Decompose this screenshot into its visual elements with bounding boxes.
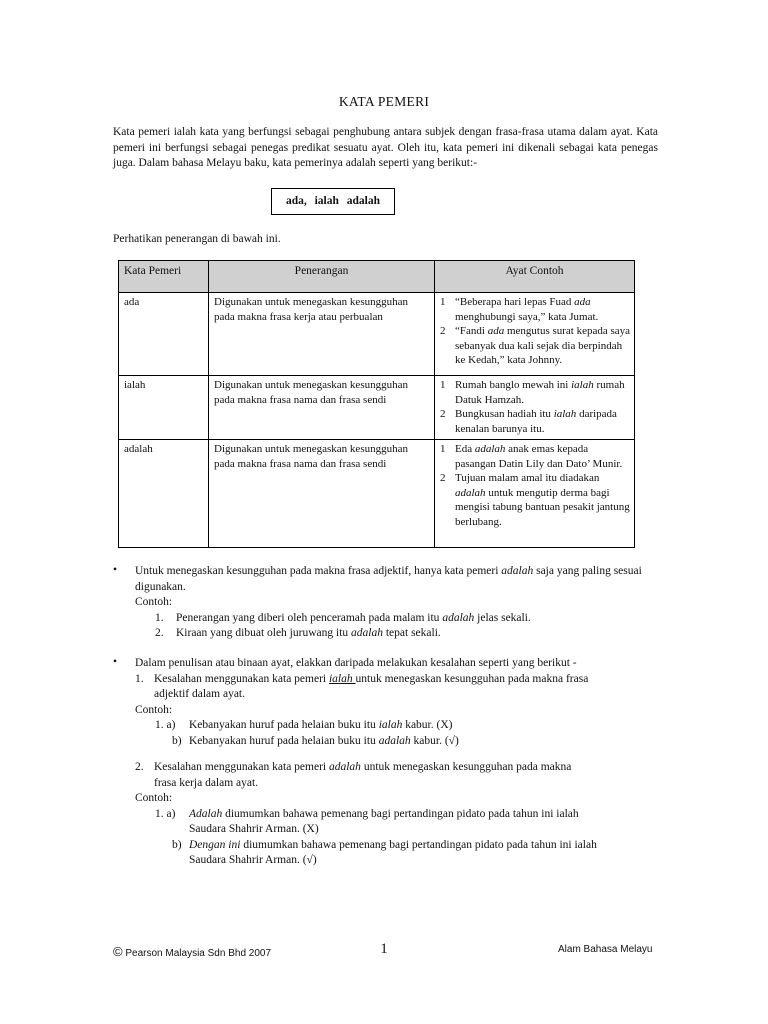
example-item: 1. a) Adalah diumumkan bahawa pemenang bagi pertandingan pidato pada tahun ini ialah Saudara Shahrir Arman. (X) — [155, 807, 579, 835]
bullet-text: Dalam penulisan atau binaan ayat, elakkan daripada melakukan kesalahan seperti yang berikut - — [135, 657, 577, 669]
table-row — [119, 293, 635, 376]
page-title: KATA PEMERI — [338, 94, 430, 109]
example-item: 1 “Beberapa hari lepas Fuad ada menghubungi saya,” kata Jumat. — [440, 296, 599, 323]
keywords-box: ada, ialah adalah — [271, 188, 395, 215]
bullet-icon: • — [113, 656, 118, 668]
header-penerangan: Penerangan — [209, 261, 435, 293]
header-ayat-contoh: Ayat Contoh — [435, 261, 635, 293]
error-section-adalah — [135, 760, 655, 869]
table-cell-word: ialah — [119, 376, 209, 440]
page-number: 1 — [380, 941, 388, 957]
example-item: 1 Rumah banglo mewah ini ialah rumah Datuk Hamzah. — [440, 379, 625, 406]
bullet-text: Untuk menegaskan kesungguhan pada makna frasa adjektif, hanya kata pemeri adalah saja yang paling sesuai digunakan. — [135, 565, 642, 593]
table-note: Perhatikan penerangan di bawah ini. — [113, 233, 281, 245]
table-cell-examples — [435, 293, 635, 376]
contoh-label: Contoh: — [135, 792, 173, 804]
contoh-label: Contoh: — [135, 596, 173, 608]
table-row — [119, 376, 635, 440]
error-item: 2. Kesalahan menggunakan kata pemeri adalah untuk menegaskan kesungguhan pada makna frasa kerja dalam ayat. — [135, 761, 572, 789]
footer-title: Alam Bahasa Melayu — [558, 944, 653, 955]
table-header-row — [119, 261, 635, 293]
footer-copyright-text: Pearson Malaysia Sdn Bhd 2007 — [125, 948, 272, 959]
error-item: 1. Kesalahan menggunakan kata pemeri ialah untuk menegaskan kesungguhan pada makna frasa adjektif dalam ayat. — [135, 672, 589, 700]
list-item: 2. Kiraan yang dibuat oleh juruwang itu adalah tepat sekali. — [155, 627, 441, 639]
example-item: 1. a) Kebanyakan huruf pada helaian buku itu ialah kabur. (X) — [155, 719, 453, 731]
table-cell-word: ada — [119, 293, 209, 376]
table-cell-desc: Digunakan untuk menegaskan kesungguhan pada makna frasa nama dan frasa sendi — [209, 376, 435, 440]
list-item: 1. Penerangan yang diberi oleh penceramah pada malam itu adalah jelas sekali. — [155, 611, 531, 624]
example-item: 2 Bungkusan hadiah itu ialah daripada kenalan barunya itu. — [440, 408, 617, 435]
contoh-label: Contoh: — [135, 703, 173, 716]
bullet-section-kesalahan — [135, 656, 655, 749]
kata-pemeri-table — [118, 260, 635, 548]
copyright-icon: © — [113, 944, 123, 959]
example-item: 1 Eda adalah anak emas kepada pasangan Datin Lily dan Dato’ Munir. — [440, 443, 623, 470]
bullet-section-adjektif — [135, 564, 655, 642]
table-cell-desc: Digunakan untuk menegaskan kesungguhan pada makna frasa kerja atau perbualan — [209, 293, 435, 376]
table-cell-word: adalah — [119, 440, 209, 548]
example-item: b) Kebanyakan huruf pada helaian buku itu adalah kabur. (√) — [172, 734, 459, 747]
intro-paragraph: Kata pemeri ialah kata yang berfungsi sebagai penghubung antara subjek dengan frasa-frasa utama dalam ayat. Kata pemeri ini berfungsi sebagai penegas predikat sesuatu ayat. Oleh itu, kata pemeri ini dikenali sebagai kata penegas juga. Dalam bahasa Melayu baku, kata pemerinya adalah seperti yang berikut:- — [113, 126, 658, 170]
table-cell-examples — [435, 440, 635, 548]
table-cell-desc: Digunakan untuk menegaskan kesungguhan pada makna frasa nama dan frasa sendi — [209, 440, 435, 548]
table-cell-examples — [435, 376, 635, 440]
example-item: b) Dengan ini diumumkan bahawa pemenang bagi pertandingan pidato pada tahun ini ialah Saudara Shahrir Arman. (√) — [172, 838, 597, 866]
bullet-icon: • — [113, 564, 118, 576]
example-item: 2 Tujuan malam amal itu diadakan adalah untuk mengutip derma bagi mengisi tabung bantuan pesakit jantung berlubang. — [440, 472, 630, 528]
header-kata-pemeri: Kata Pemeri — [119, 261, 209, 293]
example-item: 2 “Fandi ada mengutus surat kepada saya sebanyak dua kali sejak dia berpindah ke Kedah,” kata Johnny. — [440, 325, 631, 366]
table-row — [119, 440, 635, 548]
